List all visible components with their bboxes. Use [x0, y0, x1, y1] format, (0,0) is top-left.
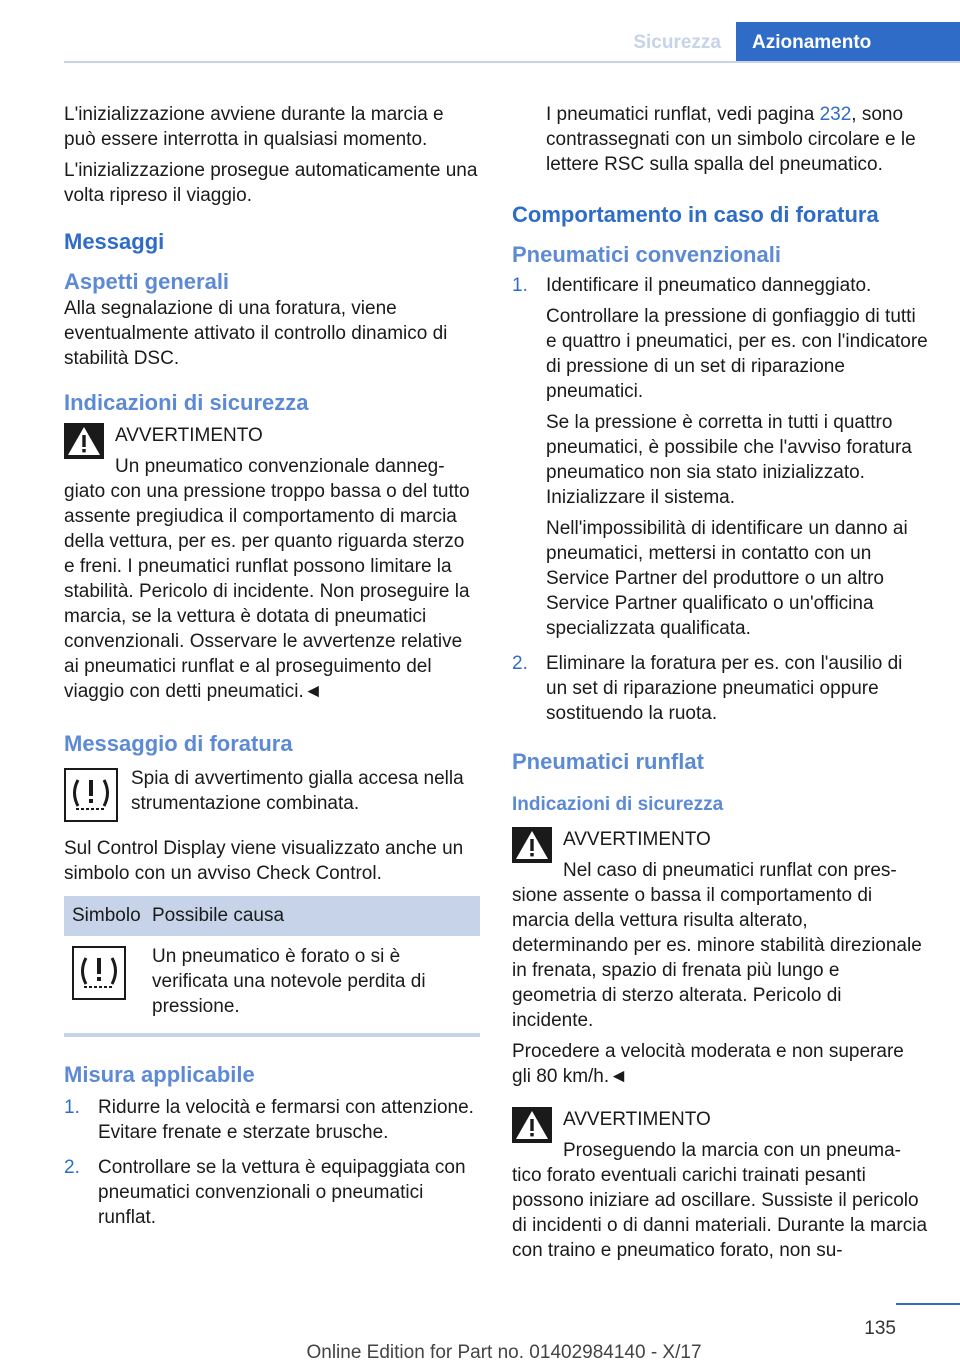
warning-title: AVVERTIMENTO	[563, 829, 711, 850]
paragraph-aspetti: Alla segnalazione di una foratura, viene eventualmente attivato il controllo dinamico di stabilità DSC.	[64, 298, 448, 369]
step-number: 2.	[64, 1157, 80, 1178]
list-item	[64, 1095, 480, 1145]
table-header-simbolo: Simbolo	[64, 896, 150, 936]
footer-rule	[896, 1303, 960, 1305]
right-column	[512, 102, 928, 1263]
warning-lead: Proseguendo la marcia con un pneuma-	[563, 1140, 901, 1161]
table-header-causa: Possibile causa	[150, 896, 480, 936]
heading-indicazioni-sicurezza-runflat: Indicazioni di sicurezza	[512, 794, 724, 815]
warning-body: giato con una pressione troppo bassa o del tutto assente pregiudica il comportamento di marcia della vettura, per es. per quanto riguarda sterzo e freni. I pneumatici runflat possono limitare la stabilità. Pericolo di incidente. Non proseguire la marcia, se la vettura è dotata di pneumatici convenzionali. Osservare le avvertenze relative ai pneumatici runflat e al proseguimento del viaggio con detti pneumatici.◄	[64, 481, 470, 702]
runflat-text-post: , sono contrassegnati con un simbolo circolare e le lettere RSC sulla spalla del pneumatico.	[546, 104, 916, 175]
heading-aspetti-generali: Aspetti generali	[64, 269, 230, 294]
page-number: 135	[864, 1318, 896, 1339]
warning-triangle-icon	[512, 1107, 552, 1143]
step-text: Se la pressione è corretta in tutti i quattro pneumatici, è possibile che l'avviso foratura pneumatico non sia stato inizializzato. Inizializzare il sistema.	[546, 412, 912, 508]
warning-triangle-icon	[64, 423, 104, 459]
list-item	[512, 651, 928, 726]
warning-lead: Un pneumatico convenzionale danneg-	[115, 456, 445, 477]
warning-title: AVVERTIMENTO	[115, 425, 263, 446]
step-number: 2.	[512, 653, 528, 674]
tire-pressure-warning-icon	[72, 946, 126, 1000]
indicator-lamp-text: Spia di avvertimento gialla accesa nella strumentazione combinata.	[131, 768, 464, 814]
footer-edition: Online Edition for Part no. 01402984140 - X/17	[306, 1342, 702, 1362]
step-text: Identificare il pneumatico danneggiato.	[546, 275, 872, 296]
list-item	[512, 273, 928, 641]
heading-messaggi: Messaggi	[64, 229, 165, 254]
list-item	[64, 1155, 480, 1230]
paragraph-initialization-2: L'inizializzazione prosegue automaticamente una volta ripreso il viaggio.	[64, 160, 478, 206]
warning-block	[512, 827, 928, 1033]
steps-list-convenzionali	[512, 273, 928, 726]
warning-body: tico forato eventuali carichi trainati pesanti possono iniziare ad oscillare. Sussiste il pericolo di incidenti o di danni materiali. Durante la marcia con traino e pneumatico forato, non su-	[512, 1165, 928, 1261]
table-cell-causa: Un pneumatico è forato o si è verificata una notevole perdita di pressione.	[152, 946, 426, 1017]
header-rule	[64, 61, 960, 63]
chapter-tab-azionamento[interactable]: Azionamento	[736, 22, 960, 62]
warning-block	[64, 423, 480, 704]
warning-body: sione assente o bassa il comportamento di marcia della vettura risulta alterato, determinando per es. minore stabilità direzionale in frenata, spazio di frenata più lungo e geometria di sterzo alterata. Pericolo di incidente.	[512, 885, 922, 1031]
heading-pneumatici-convenzionali: Pneumatici convenzionali	[512, 242, 781, 267]
indicator-lamp-block	[64, 766, 480, 822]
paragraph-procedere: Procedere a velocità moderata e non superare gli 80 km/h.◄	[512, 1041, 904, 1087]
heading-messaggio-foratura: Messaggio di foratura	[64, 731, 293, 756]
warning-triangle-icon	[512, 827, 552, 863]
step-text: Nell'impossibilità di identificare un danno ai pneumatici, mettersi in contatto con un Service Partner del produttore o un altro Service Partner qualificato o un'officina specializzata qualificata.	[546, 518, 908, 639]
heading-misura-applicabile: Misura applicabile	[64, 1062, 255, 1087]
step-text: Eliminare la foratura per es. con l'ausilio di un set di riparazione pneumatici oppure sostituendo la ruota.	[546, 653, 903, 724]
paragraph-runflat-reference	[512, 102, 928, 177]
step-text: Controllare la pressione di gonfiaggio di tutti e quattro i pneumatici, per es. con l'indicatore di pressione di un set di riparazione pneumatici.	[546, 306, 928, 402]
step-number: 1.	[64, 1097, 80, 1118]
step-number: 1.	[512, 275, 528, 296]
warning-block	[512, 1107, 928, 1263]
table-row	[64, 936, 480, 1019]
paragraph-initialization-1: L'inizializzazione avviene durante la marcia e può essere interrotta in qualsiasi momento.	[64, 104, 444, 150]
warning-lead: Nel caso di pneumatici runflat con pres-	[563, 860, 897, 881]
warning-title: AVVERTIMENTO	[563, 1109, 711, 1130]
page-header	[0, 0, 960, 64]
step-text: Controllare se la vettura è equipaggiata con pneumatici convenzionali o pneumatici runflat.	[98, 1157, 466, 1228]
section-tab-sicurezza[interactable]: Sicurezza	[633, 32, 721, 53]
heading-indicazioni-sicurezza: Indicazioni di sicurezza	[64, 390, 309, 415]
heading-comportamento-foratura: Comportamento in caso di foratura	[512, 202, 879, 227]
step-text: Ridurre la velocità e fermarsi con attenzione. Evitare frenate e sterzate brusche.	[98, 1097, 474, 1143]
left-column	[64, 102, 480, 1240]
runflat-text-pre: I pneumatici runflat, vedi pagina	[546, 104, 820, 125]
tire-pressure-warning-icon	[64, 768, 118, 822]
symbol-table	[64, 896, 480, 1019]
steps-list-misura	[64, 1095, 480, 1230]
page-link-232[interactable]: 232	[819, 104, 852, 125]
paragraph-control-display: Sul Control Display viene visualizzato anche un simbolo con un avviso Check Control.	[64, 838, 464, 884]
heading-pneumatici-runflat: Pneumatici runflat	[512, 749, 704, 774]
table-bottom-rule	[64, 1033, 480, 1037]
